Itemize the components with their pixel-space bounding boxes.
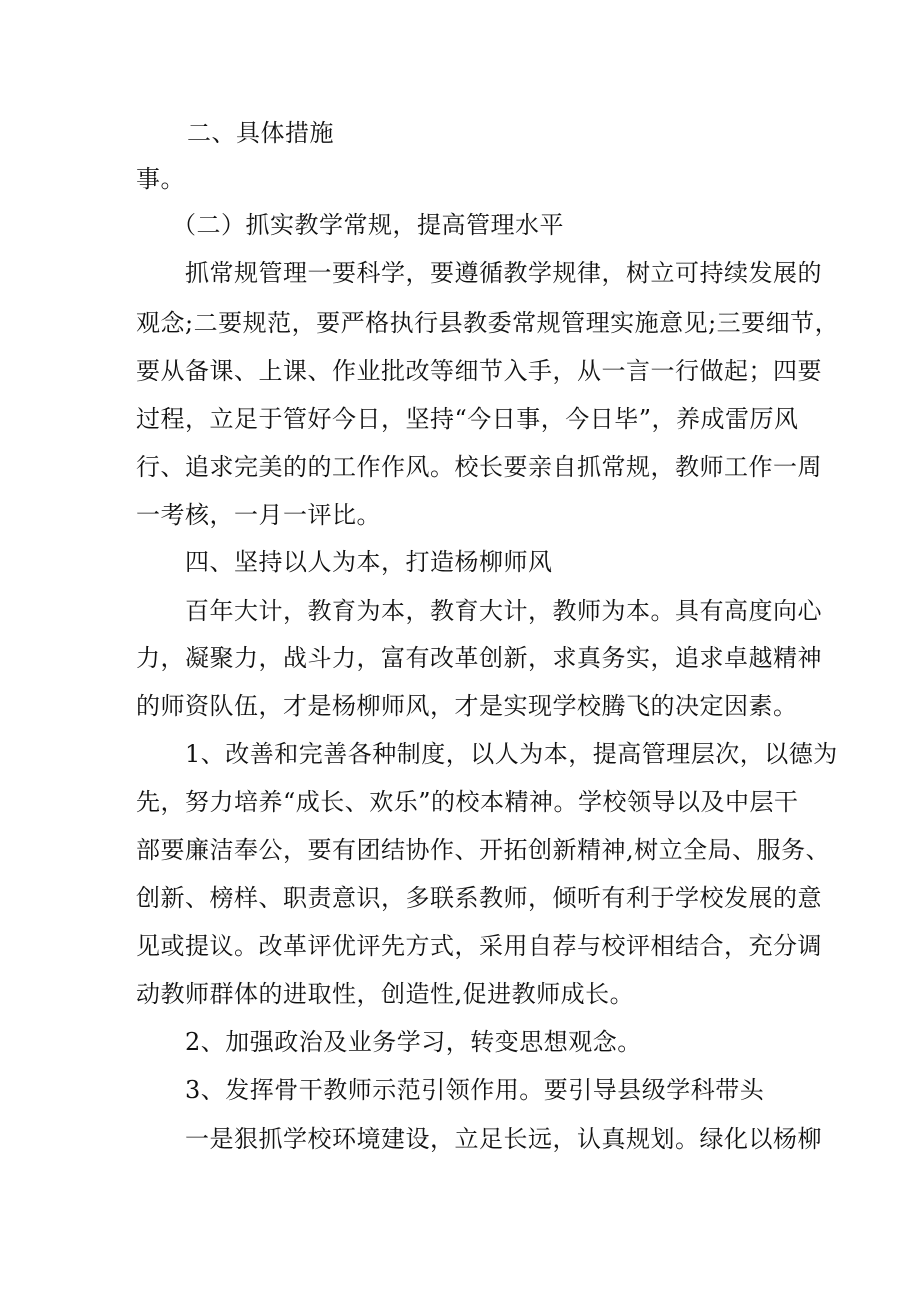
paragraph-line: 动教师群体的进取性，创造性,促进教师成长。 — [136, 980, 635, 1008]
paragraph-line: 力，凝聚力，战斗力，富有改革创新，求真务实，追求卓越精神 — [136, 644, 822, 672]
paragraph-line: 一考核，一月一评比。 — [136, 501, 381, 529]
list-item-line: 3、发挥骨干教师示范引领作用。要引导县级学科带头 — [185, 1076, 765, 1104]
paragraph-line: 的师资队伍，才是杨柳师风，才是实现学校腾飞的决定因素。 — [136, 692, 798, 720]
text-line: 事。 — [136, 165, 185, 193]
paragraph-line: 要从备课、上课、作业批改等细节入手，从一言一行做起；四要 — [136, 357, 822, 385]
paragraph-line: 先，努力培养“成长、欢乐”的校本精神。学校领导以及中层干 — [136, 788, 799, 816]
paragraph-line: 抓常规管理一要科学，要遵循教学规律，树立可持续发展的 — [185, 259, 822, 287]
section-heading: 二、具体措施 — [187, 119, 334, 147]
paragraph-line: 过程，立足于管好今日，坚持“今日事，今日毕”，养成雷厉风 — [136, 405, 799, 433]
paragraph-line: 百年大计，教育为本，教育大计，教师为本。具有高度向心 — [185, 597, 822, 625]
paragraph-line: 见或提议。改革评优评先方式，采用自荐与校评相结合，充分调 — [136, 932, 822, 960]
paragraph-line: 部要廉洁奉公，要有团结协作、开拓创新精神,树立全局、服务、 — [136, 836, 831, 864]
list-item-line: 1、改善和完善各种制度，以人为本，提高管理层次，以德为 — [185, 740, 838, 768]
subsection-heading: （二）抓实教学常规，提高管理水平 — [172, 211, 564, 239]
paragraph-line: 创新、榜样、职责意识，多联系教师，倾听有利于学校发展的意 — [136, 884, 822, 912]
paragraph-line: 观念;二要规范，要严格执行县教委常规管理实施意见;三要细节， — [136, 309, 840, 337]
paragraph-line: 一是狠抓学校环境建设，立足长远，认真规划。绿化以杨柳 — [185, 1125, 822, 1153]
list-item-line: 2、加强政治及业务学习，转变思想观念。 — [185, 1028, 642, 1056]
section-heading: 四、坚持以人为本，打造杨柳师风 — [185, 548, 553, 576]
paragraph-line: 行、追求完美的的工作作风。校长要亲自抓常规，教师工作一周 — [136, 453, 822, 481]
